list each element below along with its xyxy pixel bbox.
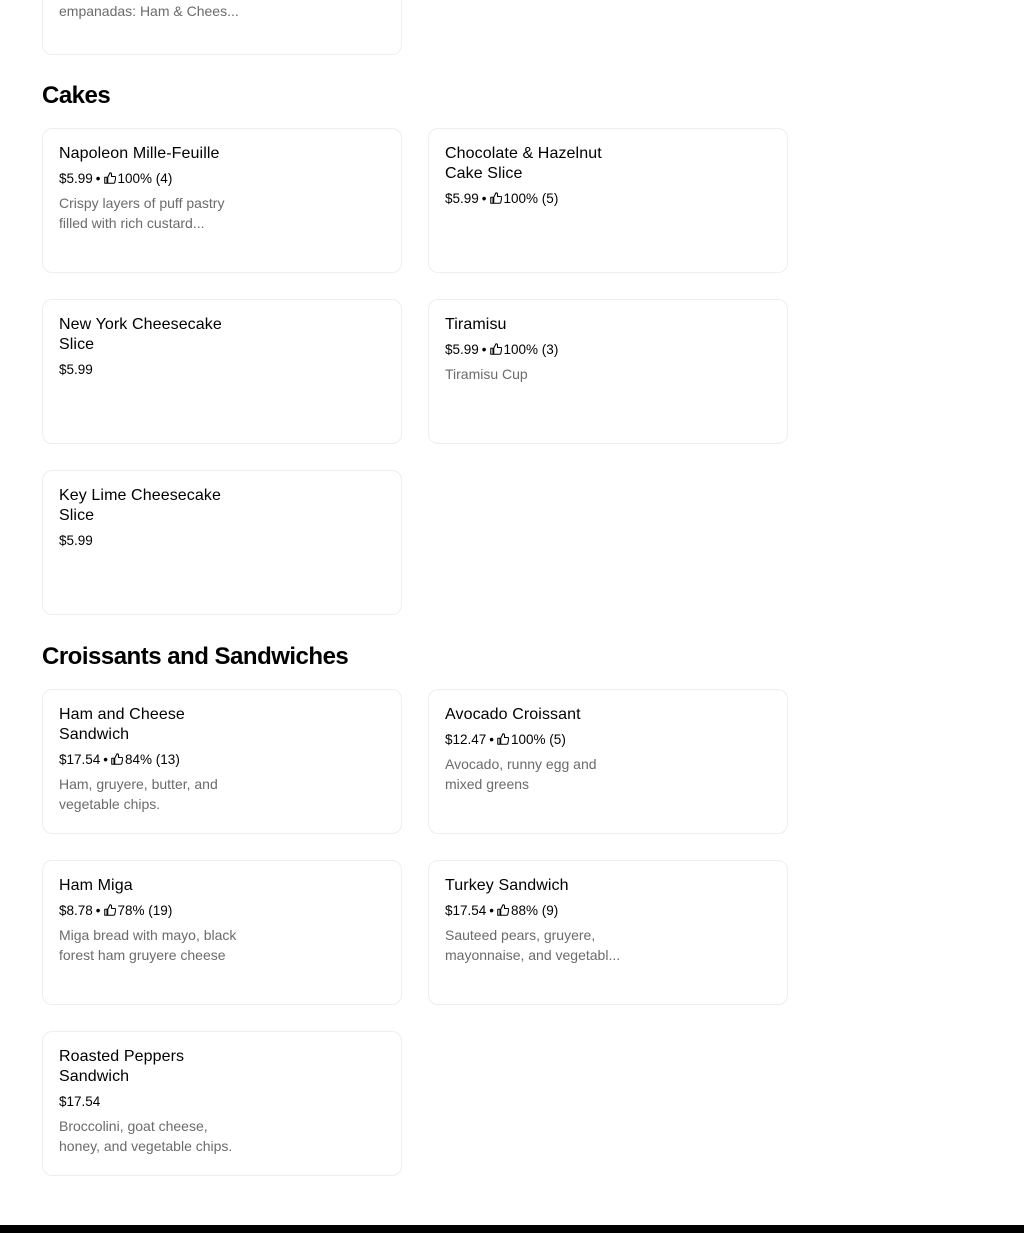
thumbs-up-icon <box>490 343 502 355</box>
item-name: Roasted Peppers Sandwich <box>59 1048 185 1085</box>
item-meta: $5.99 • 100% (5) <box>445 191 559 206</box>
section-title-croissants-and-sandwiches: Croissants and Sandwiches <box>42 643 349 670</box>
item-description: Sauteed pears, gruyere, mayonnaise, and vegetabl... <box>445 927 621 963</box>
item-price: $5.99 <box>445 342 479 357</box>
item-meta: $8.78 • 78% (19) <box>59 903 173 918</box>
item-meta <box>59 1092 239 1112</box>
menu-item-card[interactable] <box>42 470 402 615</box>
item-name: Chocolate & Hazelnut Cake Slice <box>445 145 602 182</box>
item-rating: 78% (19) <box>117 903 173 918</box>
item-description: Broccolini, goat cheese, honey, and vegetable chips. <box>59 1118 233 1154</box>
item-description: Crispy layers of puff pastry filled with rich custard... <box>59 195 225 231</box>
item-price: $5.99 <box>59 533 93 548</box>
item-rating: 100% (5) <box>503 191 559 206</box>
item-meta <box>59 360 239 380</box>
thumbs-up-icon <box>497 733 509 745</box>
item-meta <box>59 531 239 551</box>
item-price: $17.54 <box>59 1094 101 1109</box>
menu-item-card[interactable] <box>42 1031 402 1176</box>
item-price: $17.54 <box>59 752 101 767</box>
item-rating: 84% (13) <box>125 752 180 767</box>
menu-item-card[interactable] <box>42 0 402 55</box>
menu-item-card[interactable] <box>428 689 788 834</box>
item-name: Napoleon Mille-Feuille <box>59 145 220 162</box>
item-name: Ham Miga <box>59 877 133 894</box>
item-description: Avocado, runny egg and mixed greens <box>445 756 597 792</box>
item-meta: $5.99 • 100% (4) <box>59 171 173 186</box>
footer-bar <box>0 1225 1024 1233</box>
thumbs-up-icon <box>490 192 502 204</box>
section-title-cakes: Cakes <box>42 82 111 109</box>
item-rating: 100% (4) <box>117 171 173 186</box>
thumbs-up-icon <box>497 904 509 916</box>
item-price: $5.99 <box>445 191 479 206</box>
menu-item-card[interactable] <box>42 299 402 444</box>
item-description: Tiramisu Cup <box>445 366 528 382</box>
item-description: Ham, gruyere, butter, and vegetable chips. <box>59 776 218 812</box>
item-price: $17.54 <box>445 903 487 918</box>
menu-item-card[interactable] <box>42 689 402 834</box>
item-meta: $17.54 • 84% (13) <box>59 752 180 767</box>
item-rating: 100% (5) <box>511 732 566 747</box>
item-description: Miga bread with mayo, black forest ham gruyere cheese <box>59 927 237 963</box>
item-rating: 100% (3) <box>503 342 559 357</box>
item-price: $12.47 <box>445 732 487 747</box>
item-meta: $17.54 • 88% (9) <box>445 903 559 918</box>
menu-item-card[interactable] <box>42 860 402 1005</box>
thumbs-up-icon <box>104 904 116 916</box>
item-name: Key Lime Cheesecake Slice <box>59 487 221 524</box>
thumbs-up-icon <box>104 172 116 184</box>
item-rating: 88% (9) <box>511 903 559 918</box>
item-name: Ham and Cheese Sandwich <box>59 706 185 743</box>
item-description: empanadas: Ham & Chees... <box>59 3 239 19</box>
menu-item-card[interactable] <box>428 299 788 444</box>
item-name: Turkey Sandwich <box>445 877 569 894</box>
item-price: $5.99 <box>59 362 93 377</box>
item-price: $8.78 <box>59 903 93 918</box>
menu-item-card[interactable] <box>428 128 788 273</box>
item-name: Avocado Croissant <box>445 706 581 723</box>
item-meta: $5.99 • 100% (3) <box>445 342 559 357</box>
menu-item-card[interactable] <box>428 860 788 1005</box>
menu-item-card[interactable] <box>42 128 402 273</box>
thumbs-up-icon <box>111 753 123 765</box>
item-name: New York Cheesecake Slice <box>59 316 222 353</box>
item-name: Tiramisu <box>445 316 507 333</box>
item-price: $5.99 <box>59 171 93 186</box>
item-meta: $12.47 • 100% (5) <box>445 732 566 747</box>
